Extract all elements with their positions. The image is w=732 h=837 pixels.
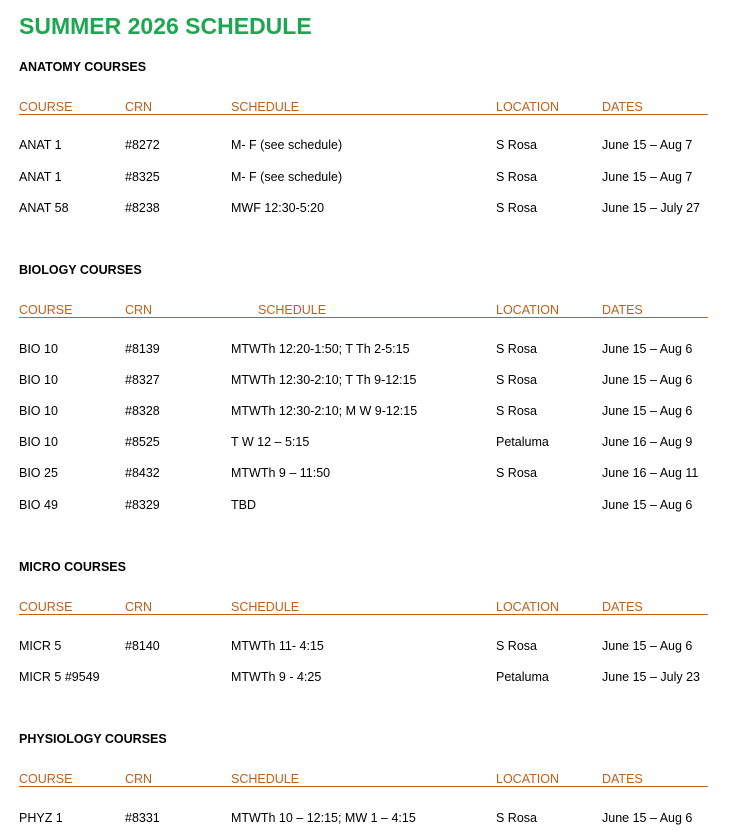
column-header-dates: DATES — [602, 772, 643, 786]
section-title: PHYSIOLOGY COURSES — [19, 732, 167, 746]
cell-location: S Rosa — [496, 342, 537, 356]
cell-crn: #8432 — [125, 466, 160, 480]
cell-location: S Rosa — [496, 466, 537, 480]
cell-crn: #8327 — [125, 373, 160, 387]
cell-crn: #8238 — [125, 201, 160, 215]
cell-course: ANAT 1 — [19, 138, 62, 152]
cell-dates: June 15 – Aug 6 — [602, 811, 693, 825]
cell-schedule: TBD — [231, 498, 256, 512]
column-header-location: LOCATION — [496, 600, 559, 614]
cell-dates: June 15 – July 23 — [602, 670, 700, 684]
column-header-course: COURSE — [19, 772, 73, 786]
cell-course: BIO 25 — [19, 466, 58, 480]
section-title: MICRO COURSES — [19, 560, 126, 574]
cell-schedule: MTWTh 9 – 11:50 — [231, 466, 331, 480]
cell-schedule: T W 12 – 5:15 — [231, 435, 310, 449]
cell-course: ANAT 58 — [19, 201, 69, 215]
cell-schedule: MTWTh 12:20-1:50; T Th 2-5:15 — [231, 342, 410, 356]
column-header-crn: CRN — [125, 600, 153, 614]
cell-schedule: MTWTh 12:30-2:10; T Th 9-12:15 — [231, 373, 417, 387]
cell-course: BIO 10 — [19, 435, 58, 449]
cell-crn: #8272 — [125, 138, 160, 152]
cell-crn: #8325 — [125, 170, 160, 184]
cell-schedule: MTWTh 11- 4:15 — [231, 639, 324, 653]
column-header-course: COURSE — [19, 600, 73, 614]
cell-location: Petaluma — [496, 670, 549, 684]
cell-schedule: M- F (see schedule) — [231, 138, 343, 152]
column-header-schedule: SCHEDULE — [231, 772, 300, 786]
cell-course: ANAT 1 — [19, 170, 62, 184]
cell-dates: June 15 – Aug 7 — [602, 138, 693, 152]
cell-dates: June 16 – Aug 11 — [602, 466, 699, 480]
cell-location: S Rosa — [496, 373, 537, 387]
column-header-dates: DATES — [602, 600, 643, 614]
page-title: SUMMER 2026 SCHEDULE — [19, 13, 312, 39]
column-header-location: LOCATION — [496, 303, 559, 317]
cell-course: PHYZ 1 — [19, 811, 63, 825]
cell-course: MICR 5 #9549 — [19, 670, 100, 684]
column-header-crn: CRN — [125, 303, 153, 317]
cell-schedule: MTWTh 9 - 4:25 — [231, 670, 322, 684]
cell-schedule: MTWTh 12:30-2:10; M W 9-12:15 — [231, 404, 418, 418]
column-header-crn: CRN — [125, 772, 153, 786]
header-divider — [19, 317, 708, 318]
cell-location: S Rosa — [496, 201, 537, 215]
column-header-crn: CRN — [125, 100, 153, 114]
cell-course: BIO 10 — [19, 373, 58, 387]
cell-location: S Rosa — [496, 639, 537, 653]
cell-crn: #8140 — [125, 639, 160, 653]
header-divider — [19, 114, 708, 115]
cell-dates: June 15 – Aug 6 — [602, 373, 693, 387]
cell-location: S Rosa — [496, 404, 537, 418]
cell-crn: #8329 — [125, 498, 160, 512]
cell-crn: #8139 — [125, 342, 160, 356]
cell-course: BIO 49 — [19, 498, 58, 512]
column-header-schedule: SCHEDULE — [258, 303, 327, 317]
cell-schedule: M- F (see schedule) — [231, 170, 343, 184]
cell-dates: June 15 – Aug 6 — [602, 639, 693, 653]
section-title: BIOLOGY COURSES — [19, 263, 142, 277]
column-header-dates: DATES — [602, 100, 643, 114]
cell-dates: June 16 – Aug 9 — [602, 435, 693, 449]
cell-location: Petaluma — [496, 435, 549, 449]
column-header-location: LOCATION — [496, 100, 559, 114]
column-header-location: LOCATION — [496, 772, 559, 786]
cell-dates: June 15 – July 27 — [602, 201, 700, 215]
cell-course: MICR 5 — [19, 639, 62, 653]
header-divider — [19, 786, 708, 787]
cell-schedule: MWF 12:30-5:20 — [231, 201, 325, 215]
column-header-schedule: SCHEDULE — [231, 100, 300, 114]
cell-schedule: MTWTh 10 – 12:15; MW 1 – 4:15 — [231, 811, 416, 825]
column-header-course: COURSE — [19, 303, 73, 317]
cell-course: BIO 10 — [19, 404, 58, 418]
cell-dates: June 15 – Aug 6 — [602, 404, 693, 418]
column-header-course: COURSE — [19, 100, 73, 114]
column-header-schedule: SCHEDULE — [231, 600, 300, 614]
cell-crn: #8328 — [125, 404, 160, 418]
cell-crn: #8331 — [125, 811, 160, 825]
cell-location: S Rosa — [496, 170, 537, 184]
cell-dates: June 15 – Aug 7 — [602, 170, 693, 184]
column-header-dates: DATES — [602, 303, 643, 317]
cell-course: BIO 10 — [19, 342, 58, 356]
cell-location: S Rosa — [496, 138, 537, 152]
section-title: ANATOMY COURSES — [19, 60, 147, 74]
cell-dates: June 15 – Aug 6 — [602, 498, 693, 512]
cell-crn: #8525 — [125, 435, 160, 449]
header-divider — [19, 614, 708, 615]
cell-location: S Rosa — [496, 811, 537, 825]
cell-dates: June 15 – Aug 6 — [602, 342, 693, 356]
